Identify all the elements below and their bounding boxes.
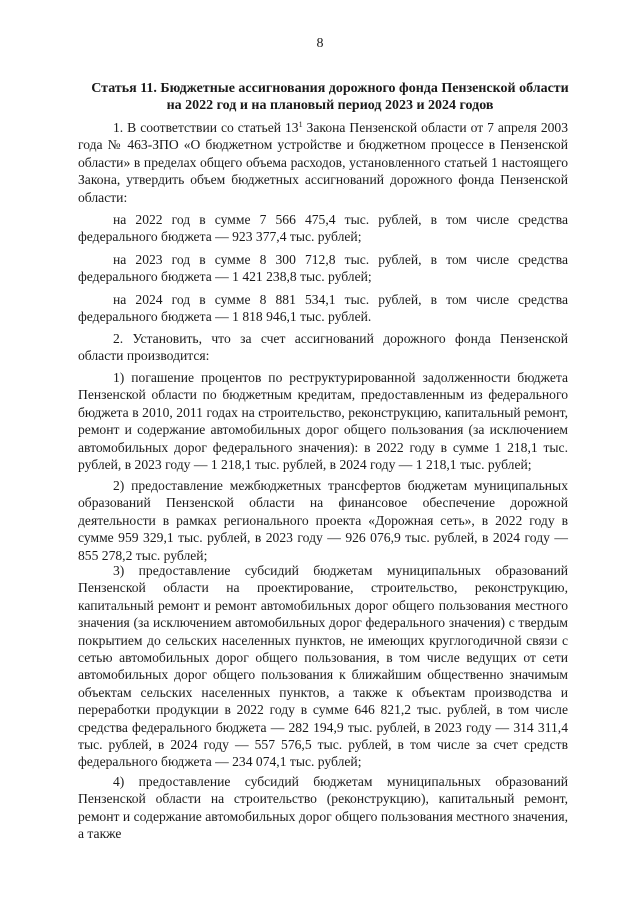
item-3: 3) предоставление субсидий бюджетам муниципальных образований Пензенской области на проектирование, строительство, реконструкцию, капитальный ремонт и ремонт автомобильных дорог общего пользования местного значения (за исключением автомобильных дорог федерального значения) с твердым покрытием до сельских населенных пунктов, не имеющих круглогодичной связи с сетью автомобильных дорог общего пользования, в том числе ведущих от сети автомобильных дорог общего пользования к ближайшим общественно значимым объектам сельских населенных пунктов, а также к объектам производства и переработки продукции в 2022 году в сумме 646 821,2 тыс. рублей, в том числе средства федерального бюджета — 282 194,9 тыс. рублей, в 2023 году — 314 311,4 тыс. рублей, в 2024 году — 557 576,5 тыс. рублей, в том числе за счет средств федерального бюджета — 234 074,1 тыс. рублей; xyxy=(78,563,568,770)
article-title-line-2: на 2022 год и на плановый период 2023 и 2024 годов xyxy=(166,98,494,113)
allocation-2023: на 2023 год в сумме 8 300 712,8 тыс. рублей, в том числе средства федерального бюджета — 1 421 238,8 тыс. рублей; xyxy=(78,252,568,285)
paragraph-1-start: 1. В соответствии со статьей 13 xyxy=(113,120,299,135)
article-title xyxy=(90,80,570,114)
item-2: 2) предоставление межбюджетных трансфертов бюджетам муниципальных образований Пензенской области на финансовое обеспечение дорожной деятельности в рамках регионального проекта «Дорожная сеть», в 2022 году в сумме 959 329,1 тыс. рублей, в 2023 году — 926 076,9 тыс. рублей, в 2024 году — 855 278,2 тыс. рублей; xyxy=(78,478,568,563)
paragraph-2: 2. Установить, что за счет ассигнований дорожного фонда Пензенской области производится: xyxy=(78,331,568,364)
paragraph-1 xyxy=(78,119,568,206)
paragraph-1-rest: Закона Пензенской области от 7 апреля 2003 года № 463-ЗПО «О бюджетном устройстве и бюджетном процессе в Пензенской области» в пределах общего объема расходов, установленного статьей 1 настоящего Закона, утвердить объем бюджетных ассигнований дорожного фонда Пензенской области: xyxy=(78,120,569,205)
article-superscript: 1 xyxy=(298,120,303,129)
allocation-2024: на 2024 год в сумме 8 881 534,1 тыс. рублей, в том числе средства федерального бюджета — 1 818 946,1 тыс. рублей. xyxy=(78,292,568,325)
article-title-line-1: Статья 11. Бюджетные ассигнования дорожного фонда Пензенской области xyxy=(91,81,569,96)
item-4: 4) предоставление субсидий бюджетам муниципальных образований Пензенской области на строительство (реконструкцию), капитальный ремонт, ремонт и содержание автомобильных дорог общего пользования местного значения, а также xyxy=(78,774,568,842)
item-1: 1) погашение процентов по реструктурированной задолженности бюджета Пензенской области по бюджетным кредитам, предоставленным из федерального бюджета в 2010, 2011 годах на строительство, реконструкцию, капитальный ремонт, ремонт и содержание автомобильных дорог общего пользования (за исключением автомобильных дорог федерального значения): в 2022 году в сумме 1 218,1 тыс. рублей, в 2023 году — 1 218,1 тыс. рублей, в 2024 году — 1 218,1 тыс. рублей; xyxy=(78,370,568,473)
page-number: 8 xyxy=(316,36,324,51)
allocation-2022: на 2022 год в сумме 7 566 475,4 тыс. рублей, в том числе средства федерального бюджета — 923 377,4 тыс. рублей; xyxy=(78,212,568,245)
